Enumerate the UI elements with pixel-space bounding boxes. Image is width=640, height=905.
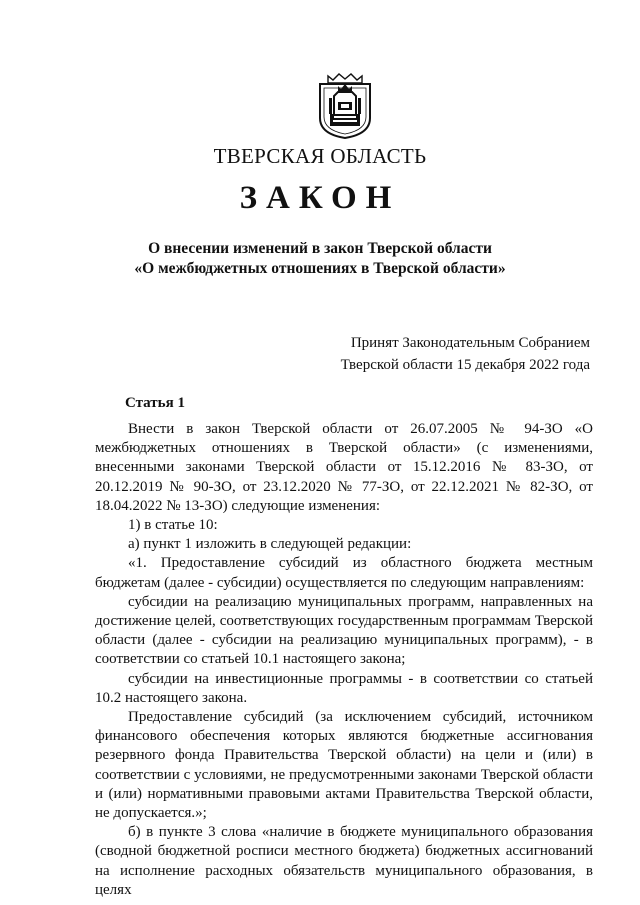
subtitle-line: «О межбюджетных отношениях в Тверской области» bbox=[134, 260, 506, 277]
paragraph: Внести в закон Тверской области от 26.07.2005 № 94-ЗО «О межбюджетных отношениях в Тверской области» (с изменениями, внесенными законами Тверской области от 15.12.2016 № 83-ЗО, от 20.12.2019 № 90-ЗО, от 23.12.2020 № 77-ЗО, от 22.12.2021 № 82-ЗО, от 18.04.2022 № 13-ЗО) следующие изменения: bbox=[95, 421, 593, 514]
adoption-note bbox=[341, 332, 590, 376]
paragraph: 1) в статье 10: bbox=[128, 517, 218, 534]
article-body bbox=[95, 420, 593, 900]
article-heading: Статья 1 bbox=[125, 395, 185, 411]
adoption-line: Принят Законодательным Собранием bbox=[350, 335, 590, 351]
paragraph: б) в пункте 3 слова «наличие в бюджете муниципального образования (сводной бюджетной росписи местного бюджета) бюджетных ассигнований на исполнение расходных обязательств муниципального образования, в целях bbox=[95, 824, 593, 898]
document-title: ЗАКОН bbox=[239, 180, 401, 216]
paragraph: субсидии на инвестиционные программы - в соответствии со статьей 10.2 настоящего закона. bbox=[95, 670, 593, 706]
paragraph: Предоставление субсидий (за исключением субсидий, источником финансового обеспечения которых являются бюджетные ассигнования резервного фонда Правительства Тверской области) на цели и (или) в соответствии с условиями, не предусмотренными законами Тверской области и (или) нормативными правовыми актами Правительства Тверской области, не допускается.»; bbox=[95, 709, 593, 822]
paragraph: субсидии на реализацию муниципальных программ, направленных на достижение целей, соответствующих государственным программам Тверской области (далее - субсидии на реализацию муниципальных программ), - в соответствии со статьей 10.1 настоящего закона; bbox=[95, 593, 593, 668]
subtitle-line: О внесении изменений в закон Тверской области bbox=[148, 240, 492, 257]
paragraph: «1. Предоставление субсидий из областного бюджета местным бюджетам (далее - субсидии) осуществляется по следующим направлениям: bbox=[95, 555, 593, 591]
adoption-line: Тверской области 15 декабря 2022 года bbox=[340, 357, 590, 373]
paragraph: а) пункт 1 изложить в следующей редакции: bbox=[128, 536, 412, 553]
tver-coat-of-arms-icon bbox=[316, 72, 374, 140]
law-subtitle bbox=[0, 239, 640, 279]
region-name: ТВЕРСКАЯ ОБЛАСТЬ bbox=[213, 144, 427, 168]
